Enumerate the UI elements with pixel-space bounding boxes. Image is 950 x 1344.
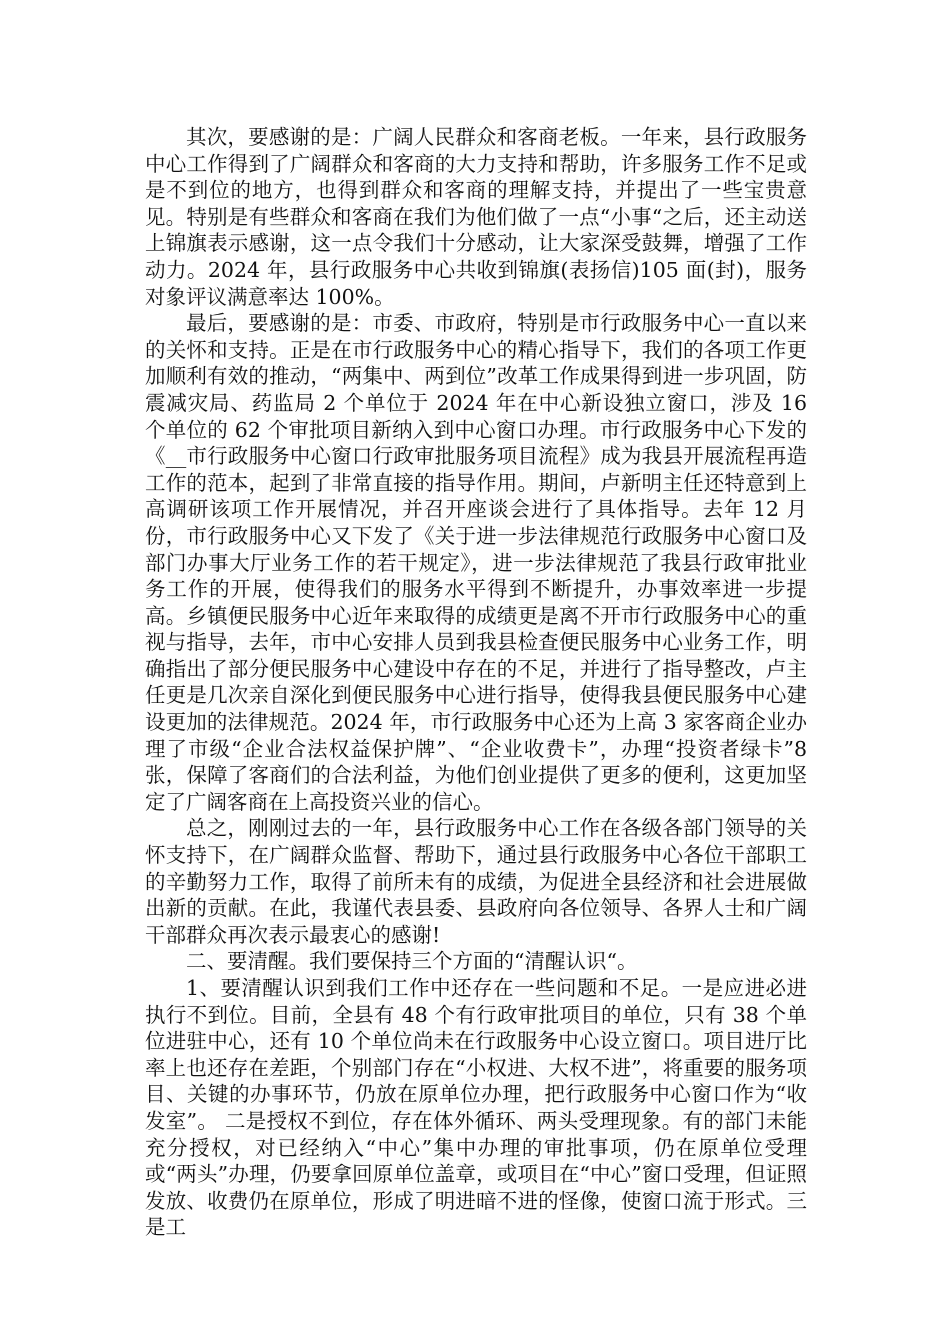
paragraph-thanks-public: 其次，要感谢的是：广阔人民群众和客商老板。一年来，县行政服务中心工作得到了广阔群众和客商的大力支持和帮助，许多服务工作不足或是不到位的地方，也得到群众和客商的理解支持，并提出了一些宝贵意见。特别是有些群众和客商在我们为他们做了一点“小事“之后，还主动送上锦旗表示感谢，这一点令我们十分感动，让大家深受鼓舞，增强了工作动力。2024 年，县行政服务中心共收到锦旗(表扬信)105 面(封)，服务对象评议满意率达 100%。	[145, 125, 807, 309]
document-body	[145, 124, 807, 1241]
section-heading-stay-sober: 二、要清醒。我们要保持三个方面的“清醒认识“。	[186, 949, 638, 974]
paragraph-summary: 总之，刚刚过去的一年，县行政服务中心工作在各级各部门领导的关怀支持下，在广阔群众监督、帮助下，通过县行政服务中心各位干部职工的辛勤努力工作，取得了前所未有的成绩，为促进全县经济和社会进展做出新的贡献。在此，我谨代表县委、县政府向各位领导、各界人士和广阔干部群众再次表示最衷心的感谢!	[145, 816, 807, 947]
paragraph-thanks-city: 最后，要感谢的是：市委、市政府，特别是市行政服务中心一直以来的关怀和支持。正是在市行政服务中心的精心指导下，我们的各项工作更加顺利有效的推动，“两集中、两到位”改革工作成果得到进一步巩固，防震减灾局、药监局 2 个单位于 2024 年在中心新设独立窗口，涉及 16 个单位的 62 个审批项目新纳入到中心窗口办理。市行政服务中心下发的《__市行政服务中心窗口行政审批服务项目流程》成为我县开展流程再造工作的范本，起到了非常直接的指导作用。期间，卢新明主任还特意到上高调研该项工作开展情况，并召开座谈会进行了具体指导。去年 12 月份，市行政服务中心又下发了《关于进一步法律规范行政服务中心窗口及部门办事大厅业务工作的若干规定》，进一步法律规范了我县行政审批业务工作的开展，使得我们的服务水平得到不断提升，办事效率进一步提高。乡镇便民服务中心近年来取得的成绩更是离不开市行政服务中心的重视与指导，去年，市中心安排人员到我县检查便民服务中心业务工作，明确指出了部分便民服务中心建设中存在的不足，并进行了指导整改，卢主任更是几次亲自深化到便民服务中心进行指导，使得我县便民服务中心建设更加的法律规范。2024 年，市行政服务中心还为上高 3 家客商企业办理了市级“企业合法权益保护牌”、“企业收费卡”，办理“投资者绿卡”8 张，保障了客商们的合法利益，为他们创业提供了更多的便利，这更加坚定了广阔客商在上高投资兴业的信心。	[145, 311, 807, 814]
paragraph-problems: 1、要清醒认识到我们工作中还存在一些问题和不足。一是应进必进执行不到位。目前，全县有 48 个有行政审批项目的单位，只有 38 个单位进驻中心，还有 10 个单位尚未在行政服务中心设立窗口。项目进厅比率上也还存在差距，个别部门存在“小权进、大权不进”，将重要的服务项目、关键的办事环节，仍放在原单位办理，把行政服务中心窗口作为“收发室”。 二是授权不到位，存在体外循环、两头受理现象。有的部门未能充分授权，对已经纳入“中心”集中办理的审批事项，仍在原单位受理或“两头”办理，仍要拿回原单位盖章，或项目在“中心”窗口受理，但证照发放、收费仍在原单位，形成了明进暗不进的怪像，使窗口流于形式。三是工	[145, 976, 807, 1240]
